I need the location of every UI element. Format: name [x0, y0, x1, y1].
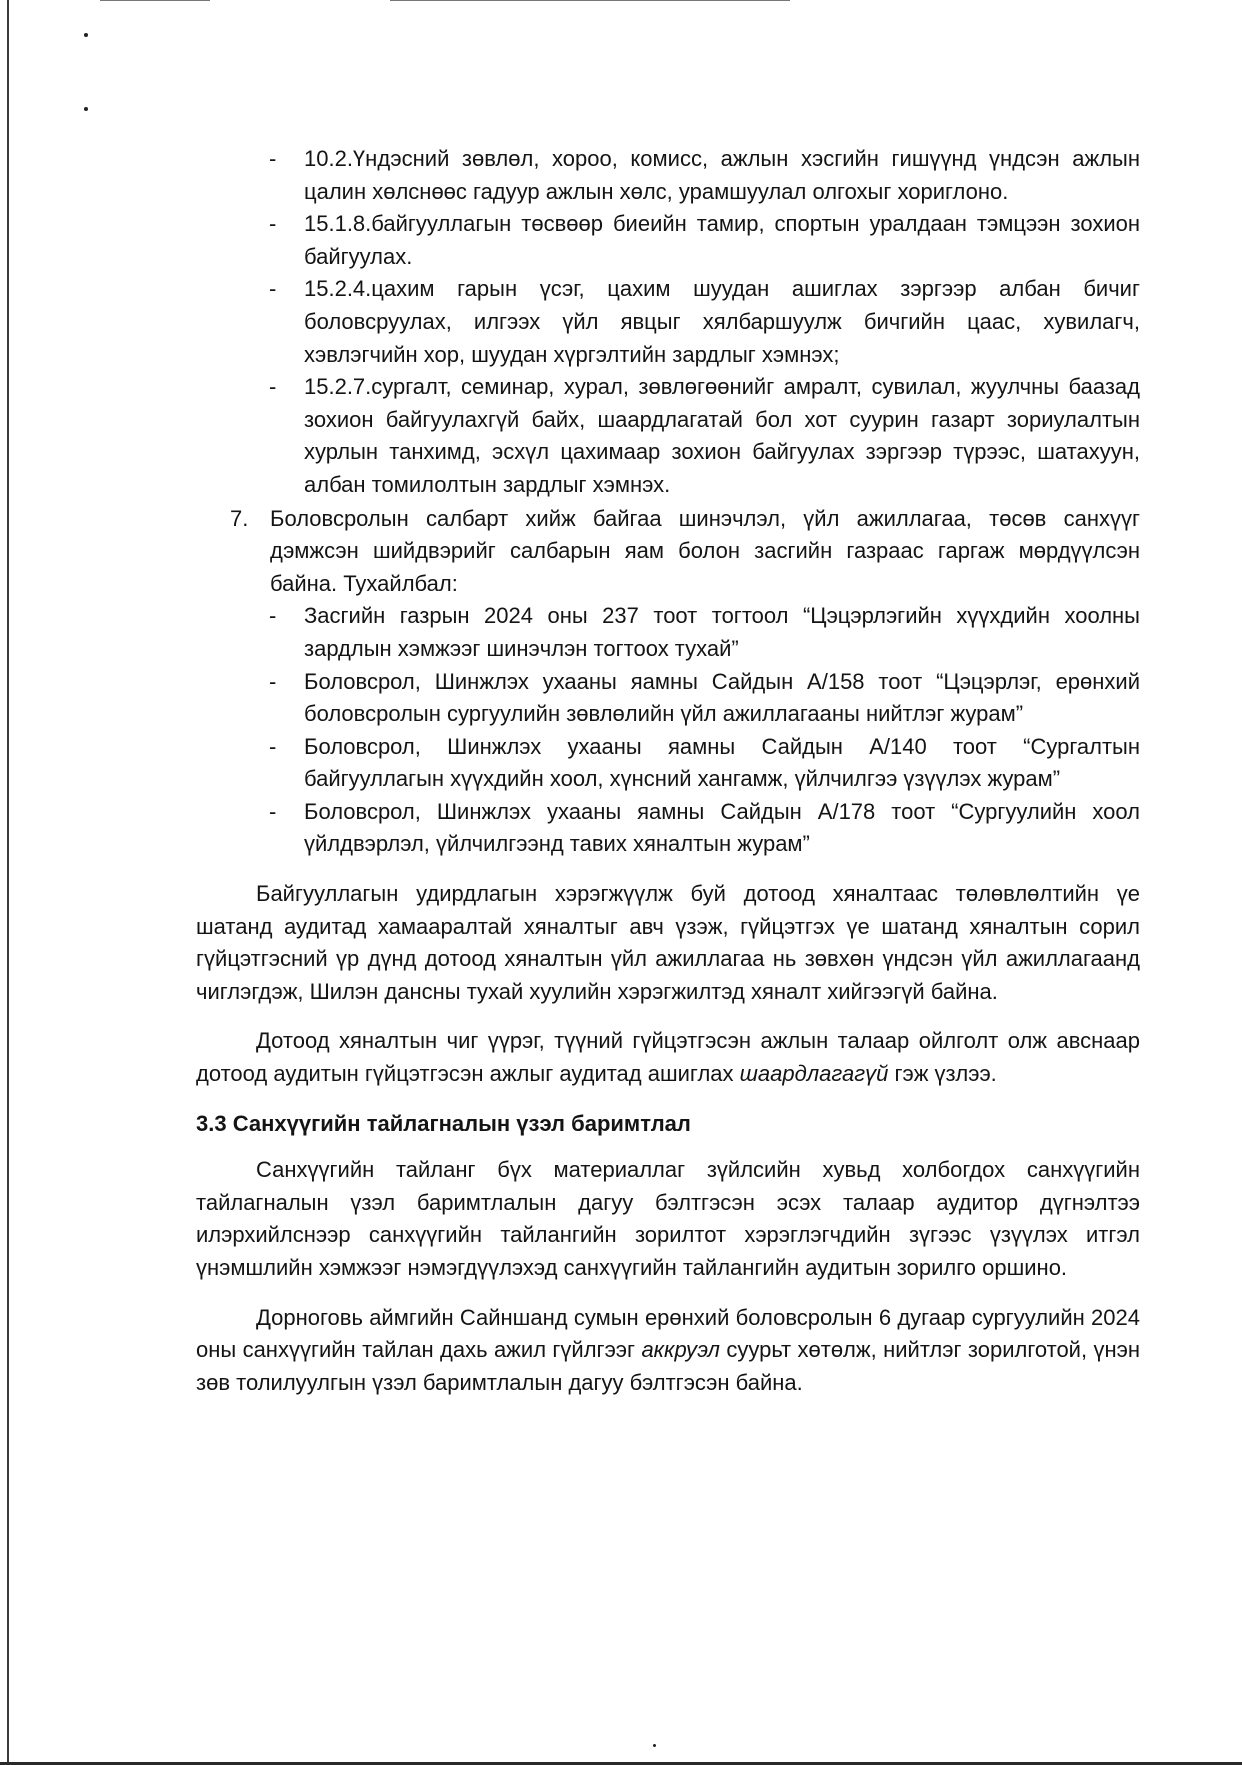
paragraph: [196, 1302, 1140, 1400]
list-item: - Боловсрол, Шинжлэх ухааны яамны Сайдын А/140 тоот “Сургалтын байгууллагын хүүхдийн хоол, хүнсний хангамж, үйлчилгээ үзүүлэх журам”: [270, 731, 1140, 796]
list-item: - 15.2.7.сургалт, семинар, хурал, зөвлөгөөнийг амралт, сувилал, жуулчны баазад зохион байгуулахгүй байх, шаардлагатай бол хот суурин газарт зориулалтын хурлын танхимд, эсхүл цахимаар зохион байгуулах зэргээр түрээс, шатахуун, албан томилолтын зардлыг хэмнэх.: [196, 371, 1140, 501]
emphasis-text: аккруэл: [641, 1337, 720, 1363]
paragraph: Байгууллагын удирдлагын хэрэгжүүлж буй дотоод хяналтаас төлөвлөлтийн үе шатанд аудитад хамааралтай хяналтыг авч үзэж, гүйцэтгэх үе шатанд хяналтын сорил гүйцэтгэсний үр дүнд дотоод хяналтын үйл ажиллагаа нь зөвхөн үндсэн үйл ажиллагаанд чиглэгдэж, Шилэн дансны тухай хуулийн хэрэгжилтэд хяналт хийгээгүй байна.: [196, 881, 1140, 1004]
list-item: - 15.2.4.цахим гарын үсэг, цахим шуудан ашиглах зэргээр албан бичиг боловсруулах, илгээх үйл явцыг хялбаршуулж бичгийн цаас, хувилагч, хэвлэгчийн хор, шуудан хүргэлтийн зардлыг хэмнэх;: [196, 273, 1140, 371]
scan-artifact-top: [100, 0, 210, 1]
text-run: Дорноговь аймгийн Сайншанд сумын ерөнхий боловсролын 6 дугаар сургуулийн 2024 оны санхүүгийн тайлан дахь ажил гүйлгээг: [196, 1304, 1140, 1363]
scan-speck: [84, 33, 88, 37]
document-body: [196, 143, 1140, 1399]
scan-speck: [653, 1744, 656, 1747]
list-item: - Засгийн газрын 2024 оны 237 тоот тогтоол “Цэцэрлэгийн хүүхдийн хоолны зардлын хэмжээг шинэчлэн тогтоох тухай”: [270, 600, 1140, 665]
scan-artifact-top: [390, 0, 790, 1]
sub-list: [270, 600, 1140, 861]
item-number: 7.: [230, 505, 249, 531]
text-run: гэж үзлээ.: [888, 1061, 997, 1087]
scan-border-left: [7, 0, 9, 1765]
list-item: - Боловсрол, Шинжлэх ухааны яамны Сайдын А/158 тоот “Цэцэрлэг, ерөнхий боловсролын сургуулийн зөвлөлийн үйл ажиллагааны нийтлэг журам”: [270, 666, 1140, 731]
scan-speck: [84, 107, 88, 111]
list-item: - 15.1.8.байгууллагын төсвөөр биеийн тамир, спортын уралдаан тэмцээн зохион байгуулах.: [196, 208, 1140, 273]
text-run: суурьт хөтөлж, нийтлэг зорилготой, үнэн зөв толилуулгын үзэл баримтлалын дагуу бэлтгэсэн байна.: [196, 1337, 1140, 1395]
text-run: Дотоод хяналтын чиг үүрэг, түүний гүйцэтгэсэн ажлын талаар ойлголт олж авснаар дотоод аудитын гүйцэтгэсэн ажлыг аудитад ашиглах: [196, 1028, 1140, 1087]
emphasis-text: шаардлагагүй: [739, 1061, 889, 1087]
numbered-item-7: [196, 503, 1140, 862]
item-text: Боловсролын салбарт хийж байгаа шинэчлэл, үйл ажиллагаа, төсөв санхүүг дэмжсэн шийдвэрийг салбарын яам болон засгийн газраас гаргаж мөрдүүлсэн байна. Тухайлбал:: [270, 505, 1140, 596]
dash-list: [196, 143, 1140, 502]
paragraph: [196, 1025, 1140, 1090]
paragraph: Санхүүгийн тайланг бүх материаллаг зүйлсийн хувьд холбогдох санхүүгийн тайлагналын үзэл баримтлалын дагуу бэлтгэсэн эсэх талаар аудитор дүгнэлтээ илэрхийлснээр санхүүгийн тайлангийн зорилтот хэрэглэгчдийн зүгээс үзүүлэх итгэл үнэмшлийн хэмжээг нэмэгдүүлэхэд санхүүгийн тайлангийн аудитын зорилго оршино.: [196, 1157, 1140, 1280]
section-heading: 3.3 Санхүүгийн тайлагналын үзэл баримтлал: [196, 1110, 691, 1136]
list-item: - 10.2.Үндэсний зөвлөл, хороо, комисс, ажлын хэсгийн гишүүнд үндсэн ажлын цалин хөлснөөс гадуур ажлын хөлс, урамшуулал олгохыг хориглоно.: [196, 143, 1140, 208]
list-item: - Боловсрол, Шинжлэх ухааны яамны Сайдын А/178 тоот “Сургуулийн хоол үйлдвэрлэл, үйлчилгээнд тавих хяналтын журам”: [270, 796, 1140, 861]
